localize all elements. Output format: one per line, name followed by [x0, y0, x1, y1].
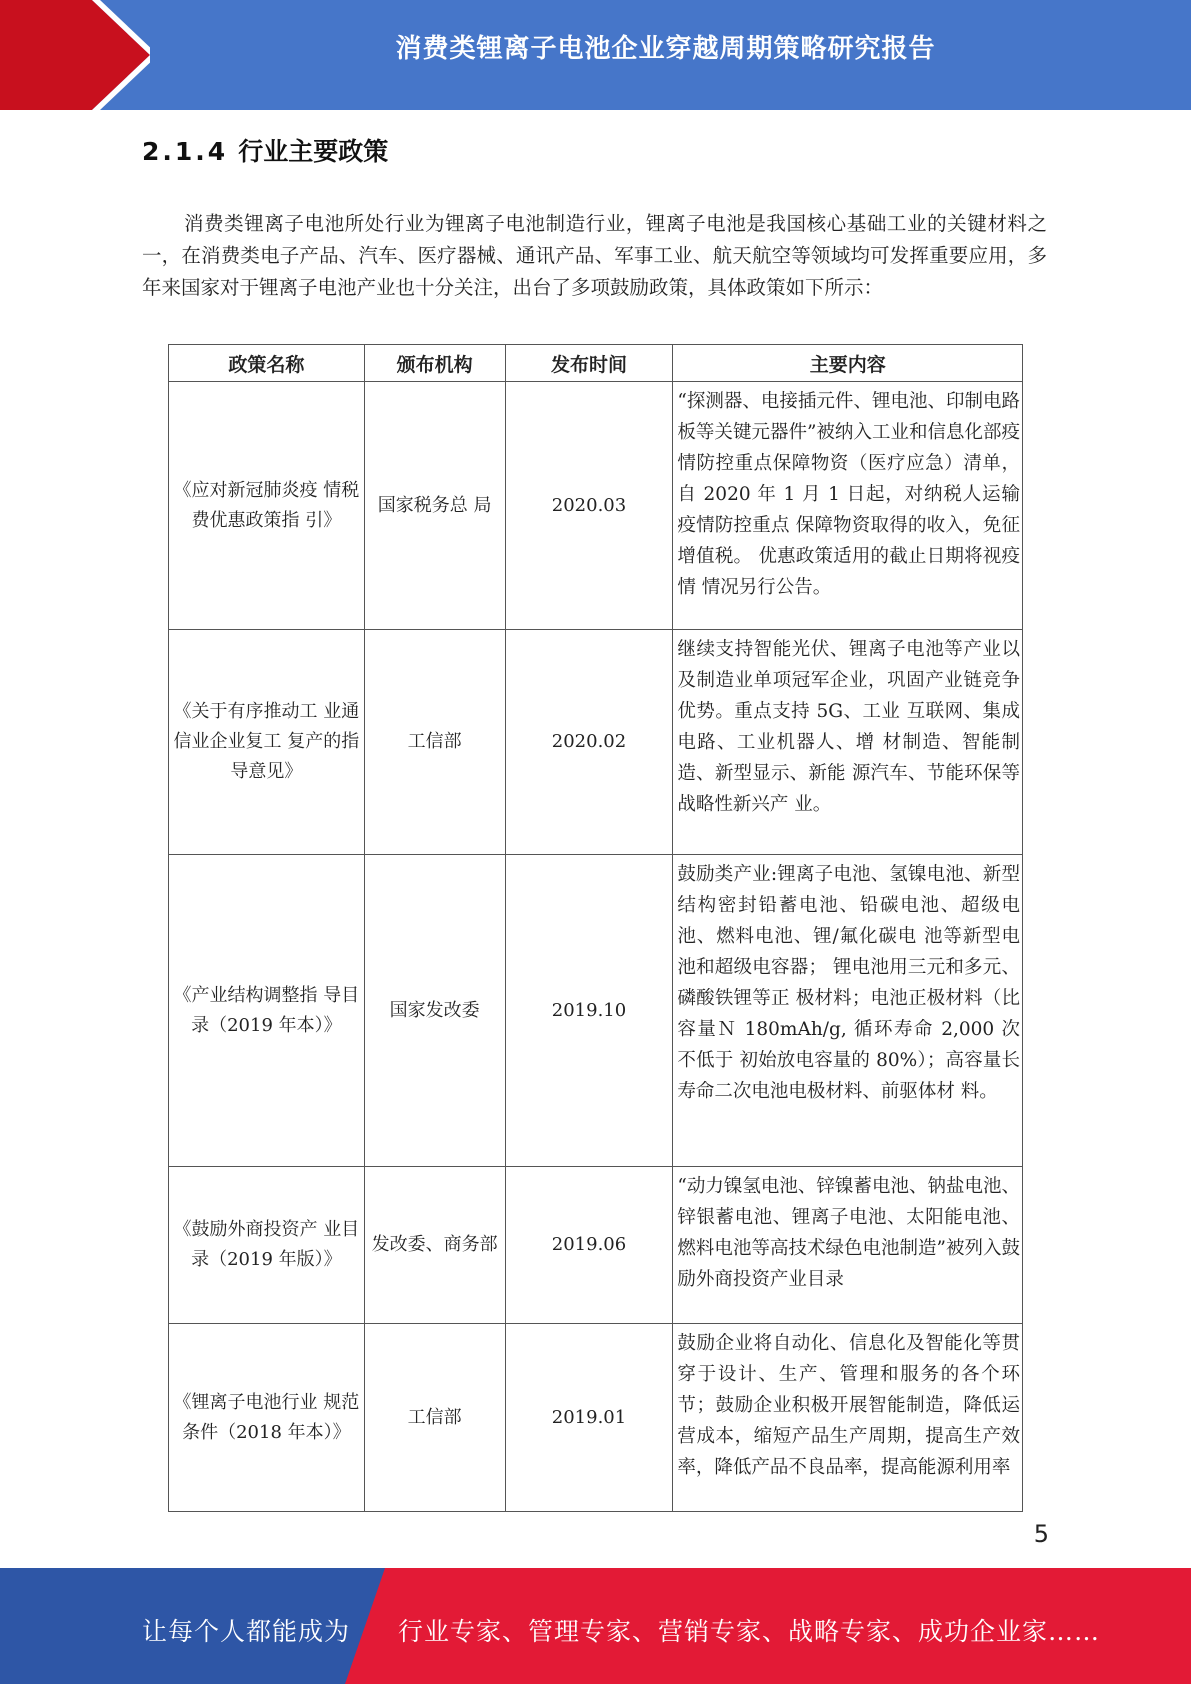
header-agency: 颁布机构 [364, 345, 505, 382]
policy-table [168, 344, 1023, 1512]
page-header [0, 0, 1191, 110]
page-number: 5 [1033, 1520, 1049, 1548]
report-title: 消费类锂离子电池企业穿越周期策略研究报告 [395, 34, 936, 64]
footer-slogan-left: 让每个人都能成为 [142, 1617, 351, 1646]
header-date: 发布时间 [505, 345, 673, 382]
policy-name-cell: 《鼓励外商投资产 业目录（2019 年版）》 [169, 1167, 365, 1324]
date-cell: 2020.03 [505, 382, 673, 630]
policy-name-cell: 《应对新冠肺炎疫 情税费优惠政策指 引》 [169, 382, 365, 630]
date-cell: 2019.06 [505, 1167, 673, 1324]
policy-name-cell: 《关于有序推动工 业通信业企业复工 复产的指导意见》 [169, 630, 365, 855]
content-cell: “动力镍氢电池、锌镍蓄电池、钠盐电池、锌银蓄电池、锂离子电池、太阳能电池、燃料电池等高技术绿色电池制造”被列入鼓励外商投资产业目录 [673, 1167, 1023, 1324]
table-row [169, 382, 1023, 630]
agency-cell: 国家发改委 [364, 855, 505, 1167]
page-footer [0, 1568, 1191, 1684]
section-title: 行业主要政策 [238, 137, 389, 166]
content-cell: 鼓励类产业:锂离子电池、氢镍电池、新型结构密封铅蓄电池、铅碳电池、超级电池、燃料电池、锂/氟化碳电 池等新型电池和超级电容器； 锂电池用三元和多元、磷酸铁锂等正 极材料；电池正极材料（比容量Ｎ 180mAh/g, 循环寿命 2,000 次不低于 初始放电容量的 80%）；高容量长 寿命二次电池电极材料、前驱体材 料。 [673, 855, 1023, 1167]
agency-cell: 工信部 [364, 1324, 505, 1512]
header-content: 主要内容 [673, 345, 1023, 382]
table-row [169, 1324, 1023, 1512]
footer-slogan-right: 行业专家、管理专家、营销专家、战略专家、成功企业家…… [398, 1617, 1101, 1646]
date-cell: 2019.01 [505, 1324, 673, 1512]
date-cell: 2020.02 [505, 630, 673, 855]
table-row [169, 630, 1023, 855]
table-row [169, 1167, 1023, 1324]
content-cell: 鼓励企业将自动化、信息化及智能化等贯穿于设计、生产、管理和服务的各个环节；鼓励企业积极开展智能制造，降低运营成本，缩短产品生产周期，提高生产效率，降低产品不良品率，提高能源利用率 [673, 1324, 1023, 1512]
policy-name-cell: 《锂离子电池行业 规范条件（2018 年本）》 [169, 1324, 365, 1512]
policy-name-cell: 《产业结构调整指 导目录（2019 年本）》 [169, 855, 365, 1167]
intro-paragraph: 消费类锂离子电池所处行业为锂离子电池制造行业，锂离子电池是我国核心基础工业的关键材料之一，在消费类电子产品、汽车、医疗器械、通讯产品、军事工业、航天航空等领域均可发挥重要应用，多年来国家对于锂离子电池产业也十分关注，出台了多项鼓励政策，具体政策如下所示： [142, 212, 1047, 299]
date-cell: 2019.10 [505, 855, 673, 1167]
table-header-row [169, 345, 1023, 382]
header-chevron-decoration [0, 0, 150, 110]
table-row [169, 855, 1023, 1167]
header-policy-name: 政策名称 [169, 345, 365, 382]
agency-cell: 工信部 [364, 630, 505, 855]
section-heading [142, 132, 388, 168]
agency-cell: 发改委、商务部 [364, 1167, 505, 1324]
section-number: 2.1.4 [142, 137, 229, 166]
agency-cell: 国家税务总 局 [364, 382, 505, 630]
content-cell: “探测器、电接插元件、锂电池、印制电路板等关键元器件”被纳入工业和信息化部疫情防控重点保障物资（医疗应急）清单，自 2020 年 1 月 1 日起，对纳税人运输疫情防控重点 保障物资取得的收入，免征增值税。 优惠政策适用的截止日期将视疫情 情况另行公告。 [673, 382, 1023, 630]
content-cell: 继续支持智能光伏、锂离子电池等产业以及制造业单项冠军企业，巩固产业链竞争优势。重点支持 5G、工业 互联网、集成电路、工业机器人、增 材制造、智能制造、新型显示、新能 源汽车、节能环保等战略性新兴产 业。 [673, 630, 1023, 855]
